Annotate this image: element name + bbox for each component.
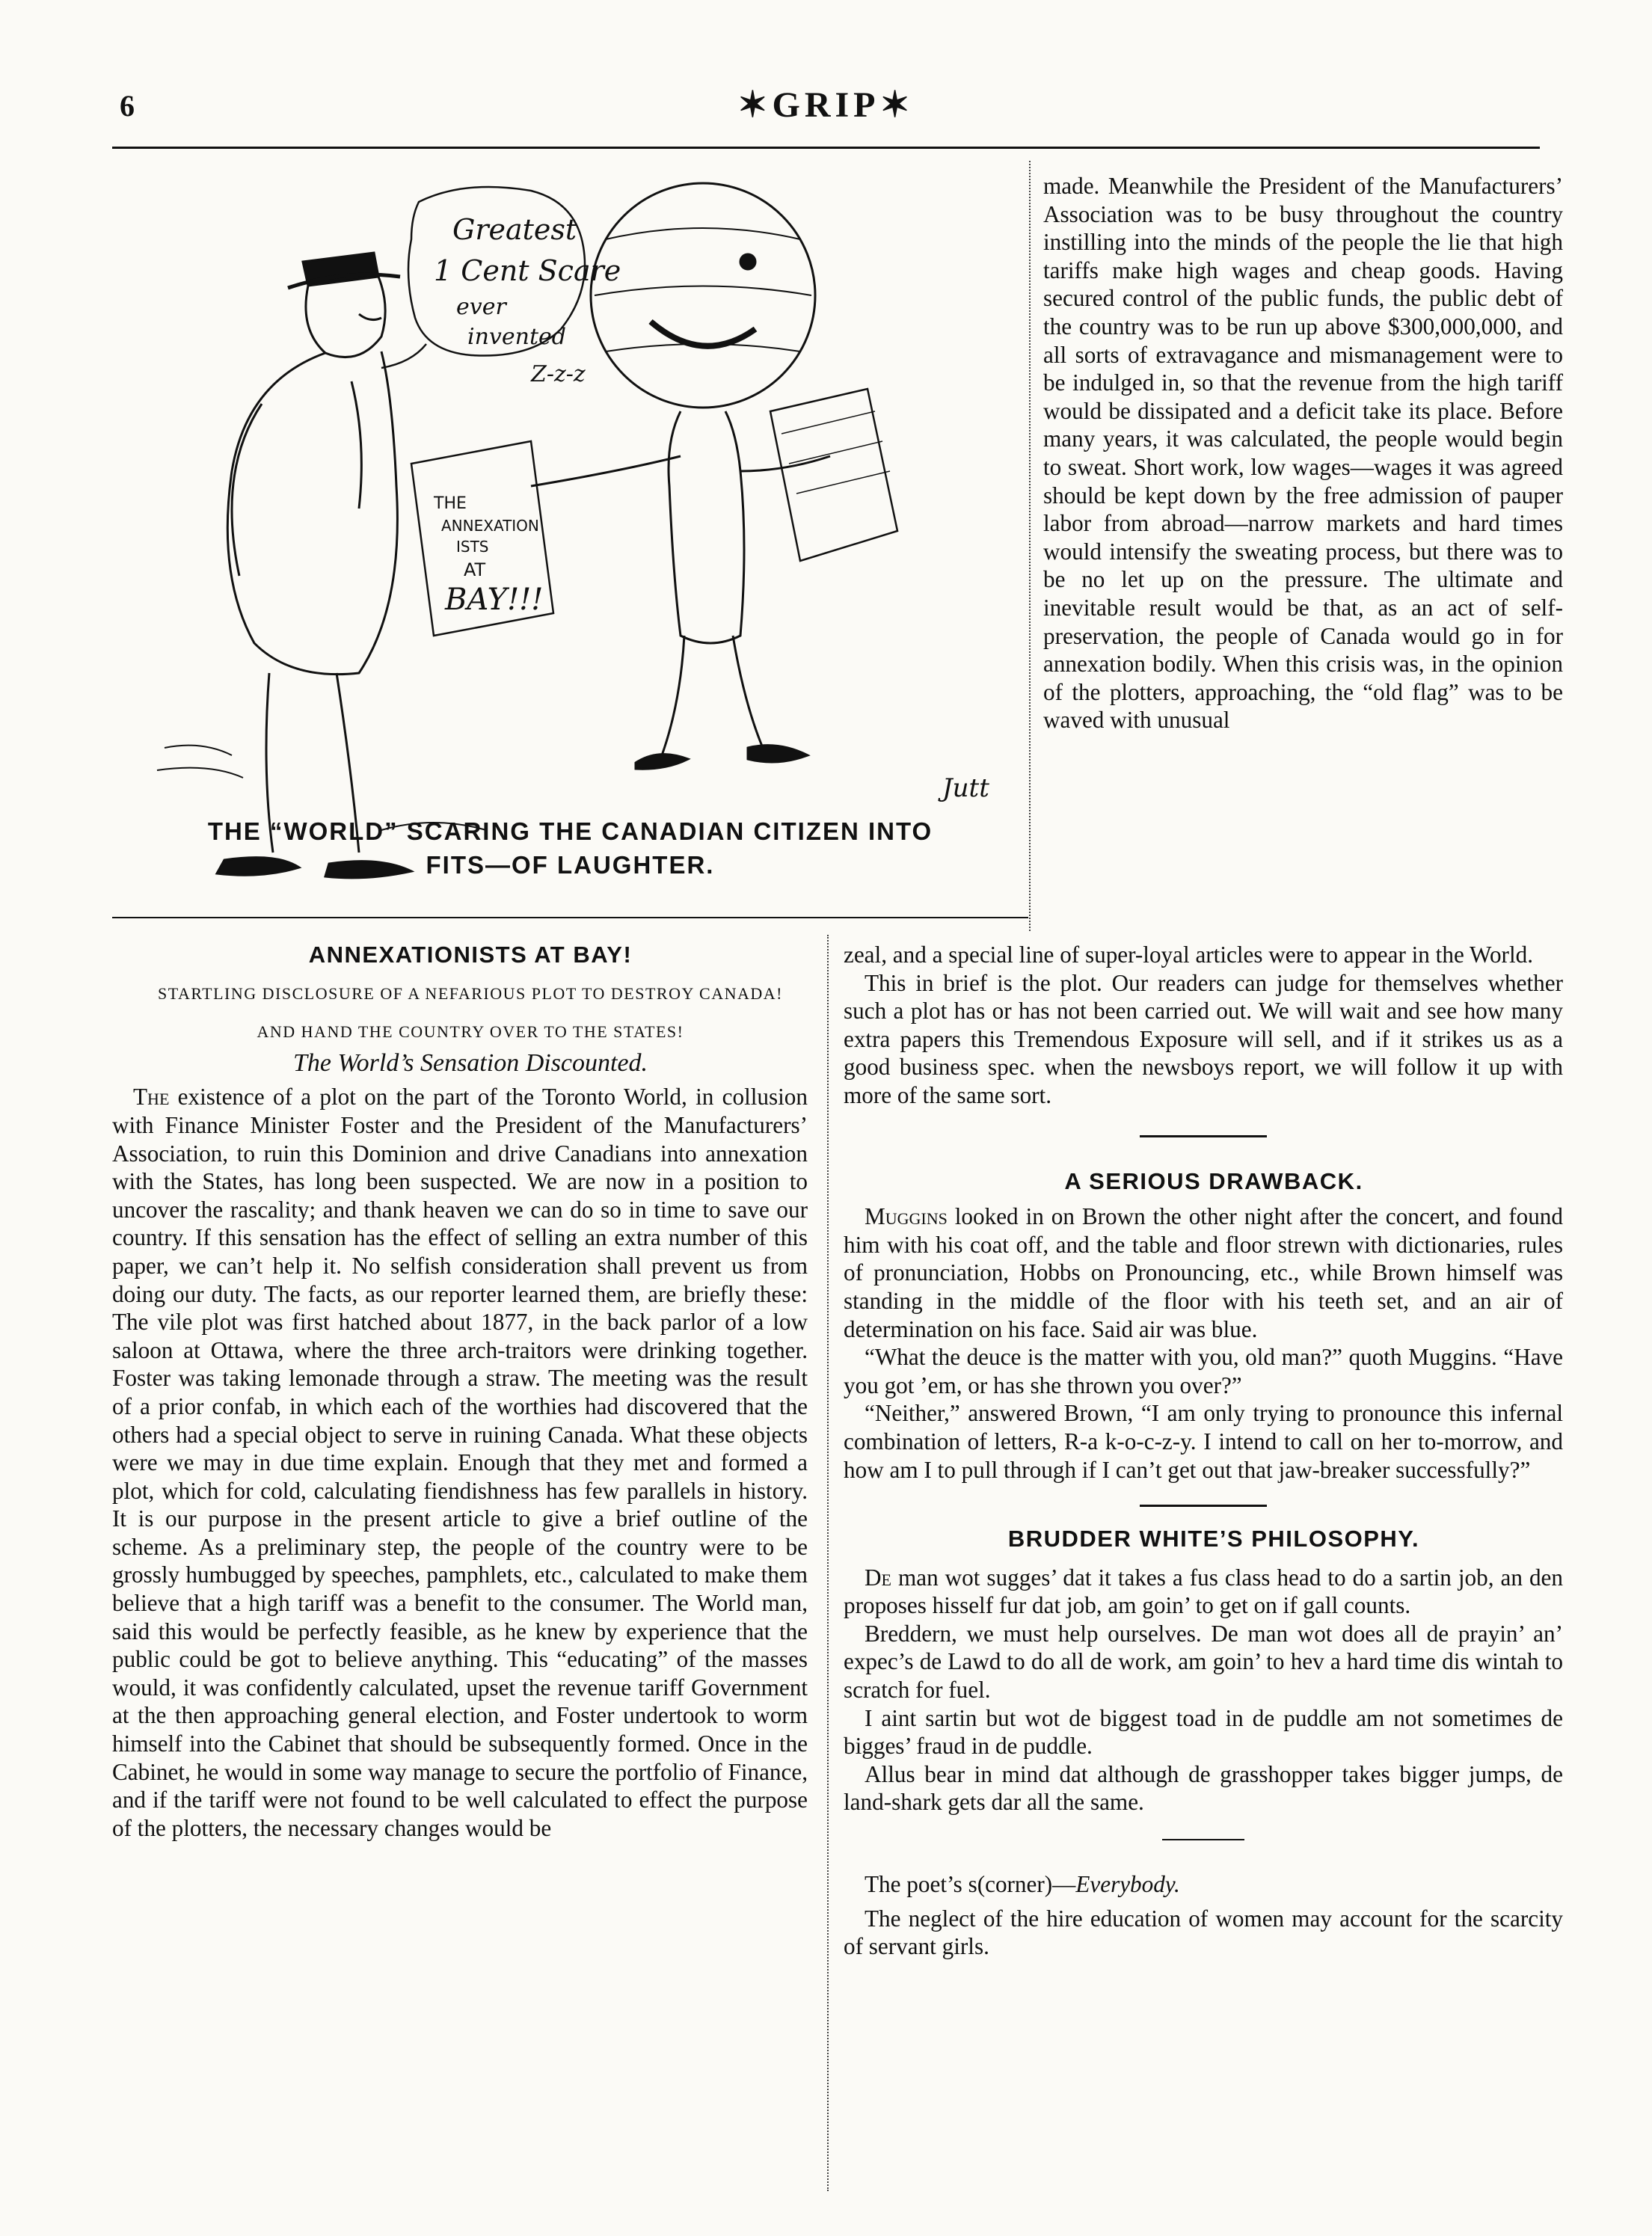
article-closing: This in brief is the plot. Our readers can judge for themselves whether such a plot has or has not been carried out. We will wait and see how many extra papers this Tremendous Exposure will sell, and if it strikes us as a good business spec. when the newsboys report, we will follow it up with more of the same sort. [844,969,1563,1108]
article-title: ANNEXATIONISTS AT BAY! [308,942,633,968]
brudder-body-2: Breddern, we must help ourselves. De man wot does all de prayin’ an’ expec’s de Lawd to do all de work, am goin’ to hev a hard time dis wintah to scratch for fuel. [844,1620,1563,1704]
headline-line-1: THE [434,494,467,513]
headline-line-2: ANNEXATION [441,517,539,535]
artist-signature: Jutt [942,773,989,803]
article-body [112,1083,808,1842]
bubble-line-2: 1 Cent Scare [434,254,621,287]
caption-line-1: THE “WORLD” SCARING THE CANADIAN CITIZEN INTO [207,817,933,845]
caption-line-2: FITS—OF LAUGHTER. [426,850,715,879]
neglect-filler: The neglect of the hire education of women may account for the scarcity of servant girls. [844,1905,1563,1960]
masthead: ✶GRIP✶ [737,85,915,125]
headline-line-4: AT [464,559,486,580]
article-continuation: zeal, and a special line of super-loyal articles were to appear in the World. [844,942,1533,968]
drawback-text-1: looked in on Brown the other night after the concert, and found him with his coat off, and the table and floor strewn with dictionaries, rules of pronunciation, Hobbs on Pronouncing, etc., while Brown himself was standing in the middle of the floor with his teeth set, and an air of determination on his face. Said air was blue. [844,1203,1563,1342]
column-divider-top [1029,161,1031,931]
poet-answer: Everybody. [1075,1871,1180,1898]
column-divider-bottom [827,935,829,2191]
caption-rule [112,917,1028,918]
drawback-body-3: “Neither,” answered Brown, “I am only trying to pronounce this infernal combination of letters, R-a k-o-c-z-y. I intend to call on her to-morrow, and how am I to pull through if I can’t get out that jaw-breaker successfully?” [844,1400,1563,1483]
bubble-line-3: ever [456,294,506,320]
poet-prefix: The poet’s s(corner)— [865,1871,1076,1898]
snore-text: Z-z-z [531,361,586,387]
right-column-lower [844,941,1563,1961]
body-text: existence of a plot on the part of the Toronto World, in collusion with Finance Minister Foster and the President of the Manufacturers’ Association, to ruin this Dominion and drive Canadians into annexation with the States, has long been suspected. We are now in a position to uncover the rascality; and thank heaven we can do so in time to save our country. If this sensation has the effect of selling an extra number of this paper, we can’t help it. No selfish consideration shall prevent us from doing our duty. The facts, as our reporter learned them, are briefly these: The vile plot was first hatched about 1877, in the back parlor of a low saloon at Ottawa, where the three arch-traitors were drinking together. Foster was taking lemonade through a straw. The meeting was the result of a prior confab, in which each of the worthies had discovered that the others had a special object to serve in ruining Canada. What these objects were we may in due time explain. Enough that they met and formed a plot, which for cold, calculating fiendishness has few parallels in history. It is our purpose in the present article to give a brief outline of the scheme. As a preliminary step, the people of the country were to be grossly humbugged by speeches, pamphlets, etc., calculated to make them believe that a high tariff was a benefit to the consumer. The World man, said this would be perfectly feasible, as he knew by experience that the public could be got to believe anything. This “educating” of the masses would, it was confidently calculated, upset the revenue tariff Government at the then approaching general election, and Foster undertook to worm himself into the Cabinet that should be subsequently formed. Once in the Cabinet, he would in some way manage to secure the portfolio of Finance, and if the tariff were not found to be well calculated to effect the purpose of the plotters, the necessary changes would be [112,1084,808,1841]
bubble-line-1: Greatest [452,213,577,246]
drawback-body-1 [844,1203,1563,1343]
brudder-body-4: Allus bear in mind dat although de grasshopper takes bigger jumps, de land-shark gets dar all the same. [844,1760,1563,1816]
right-column-text [1043,172,1563,734]
brudder-title: BRUDDER WHITE’S PHILOSOPHY. [1007,1526,1420,1552]
brudder-lead-word: De [865,1564,891,1591]
headline-line-5: BAY!!! [445,583,544,617]
drawback-title: A SERIOUS DRAWBACK. [1064,1167,1363,1194]
lead-word: The [133,1084,170,1111]
article-subtitle-1: STARTLING DISCLOSURE OF A NEFARIOUS PLOT TO DESTROY CANADA! [158,983,783,1003]
speech-bubble [381,187,621,387]
cartoon-illustration [112,157,1028,927]
brudder-text-1: man wot sugges’ dat it takes a fus class head to do a sartin job, an den proposes hisself fur dat job, am goin’ to get on if gall counts. [844,1564,1563,1619]
citizen-figure [157,253,486,878]
article-subtitle-2: AND HAND THE COUNTRY OVER TO THE STATES! [257,1022,684,1042]
header-rule [112,147,1540,149]
brudder-body-3: I aint sartin but wot de biggest toad in de puddle am not sometimes de bigges’ fraud in de puddle. [844,1704,1563,1760]
page-number: 6 [120,89,135,123]
poet-filler [844,1870,1563,1899]
held-newspaper [411,441,553,636]
continued-paragraph: made. Meanwhile the President of the Manufacturers’ Association was to be busy throughout the country instilling into the minds of the people the lie that high tariffs make high wages and cheap goods. Having secured control of the public funds, the public debt of the country was to be run up above $300,000,000, and all sorts of extravagance and mismanagement were to be indulged in, so that the revenue from the high tariff would be dissipated and a deficit take its place. Before many years, it was calculated, the people would begin to sweat. Short work, low wages—wages it was agreed should be kept down by the free admission of pauper labor from abroad—narrow markets and hard times would intensify the sweating process, but there was to be no let up on the pressure. The ultimate and inevitable result would be that, as an act of self-preservation, the people of Canada would go in for annexation bodily. When this crisis was, in the opinion of the plotters, approaching, the “old flag” was to be waved with unusual [1043,173,1563,734]
headline-line-3: ISTS [456,538,489,556]
article-annexationists [112,941,808,1842]
article-subtitle-3: The World’s Sensation Discounted. [292,1048,648,1077]
brudder-body-1 [844,1564,1563,1620]
drawback-lead-word: Muggins [865,1203,948,1230]
bubble-line-4: invented [467,324,566,350]
drawback-body-2: “What the deuce is the matter with you, old man?” quoth Muggins. “Have you got ’em, or has she thrown you over?” [844,1344,1563,1398]
cartoon-caption [112,815,1028,882]
